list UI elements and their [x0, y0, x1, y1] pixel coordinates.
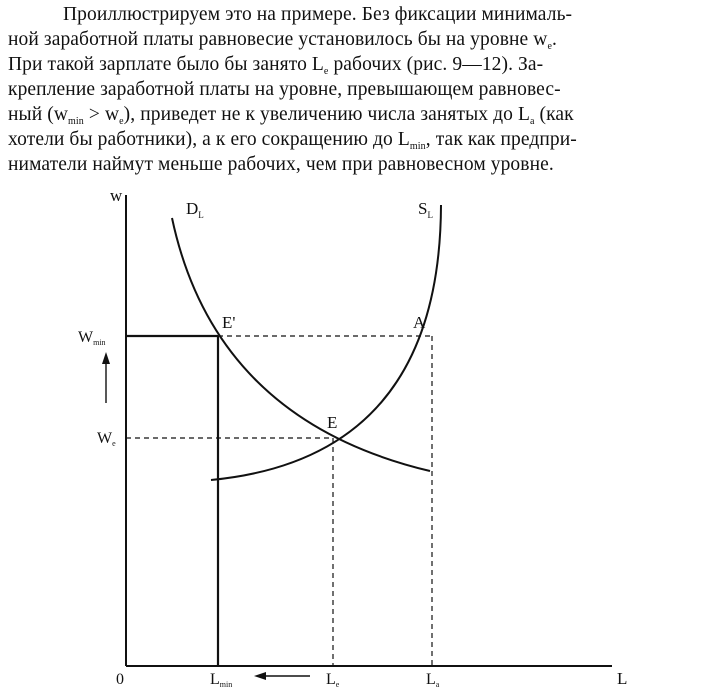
- text-run: .: [552, 29, 557, 50]
- point-e-label: E: [327, 413, 338, 432]
- text-run: ), приведет не к увеличению числа занятых до L: [123, 104, 530, 125]
- text-subscript: min: [68, 116, 84, 127]
- text-subscript: e: [547, 41, 553, 52]
- point-e-prime-label: E': [222, 313, 236, 332]
- employment-arrow-left-icon: [254, 672, 310, 680]
- le-tick-label: Le: [326, 671, 340, 688]
- supply-curve-label: $S_L$: [418, 199, 433, 220]
- text-run: (как: [534, 104, 574, 125]
- text-run: , так как предпри-: [425, 129, 577, 150]
- text-run: ный (w: [8, 104, 69, 125]
- wage-arrow-up-icon: [102, 352, 110, 403]
- text-subscript: a: [529, 116, 535, 127]
- text-subscript: e: [323, 66, 329, 77]
- lmin-tick-label: Lmin: [210, 671, 233, 688]
- text-run: При такой зарплате было бы занято L: [8, 54, 324, 75]
- text-run: ниматели наймут меньше рабочих, чем при равновесном уровне.: [8, 154, 554, 175]
- text-run: хотели бы работники), а к его сокращению до L: [8, 129, 410, 150]
- supply-curve: [211, 205, 441, 480]
- wmin-tick-label: Wmin: [78, 329, 106, 347]
- x-axis-label: L: [617, 669, 628, 688]
- text-run: рабочих (рис. 9—12). За-: [328, 54, 544, 75]
- text-run: ной заработной платы равновесие установилось бы на уровне w: [8, 29, 548, 50]
- la-tick-label: La: [426, 671, 440, 688]
- we-tick-label: We: [97, 430, 116, 448]
- point-a-label: A: [413, 313, 426, 332]
- text-run: крепление заработной платы на уровне, превышающем равновес-: [8, 79, 561, 100]
- y-axis-label: w: [110, 186, 123, 205]
- text-subscript: min: [409, 141, 426, 152]
- demand-curve-label: $D_L$: [186, 199, 204, 220]
- text-run: Проиллюстрируем это на примере. Без фиксации минималь-: [63, 4, 573, 25]
- demand-curve: [172, 218, 430, 471]
- text-subscript: e: [119, 116, 124, 127]
- origin-label: 0: [116, 671, 124, 688]
- text-run: > w: [83, 104, 120, 125]
